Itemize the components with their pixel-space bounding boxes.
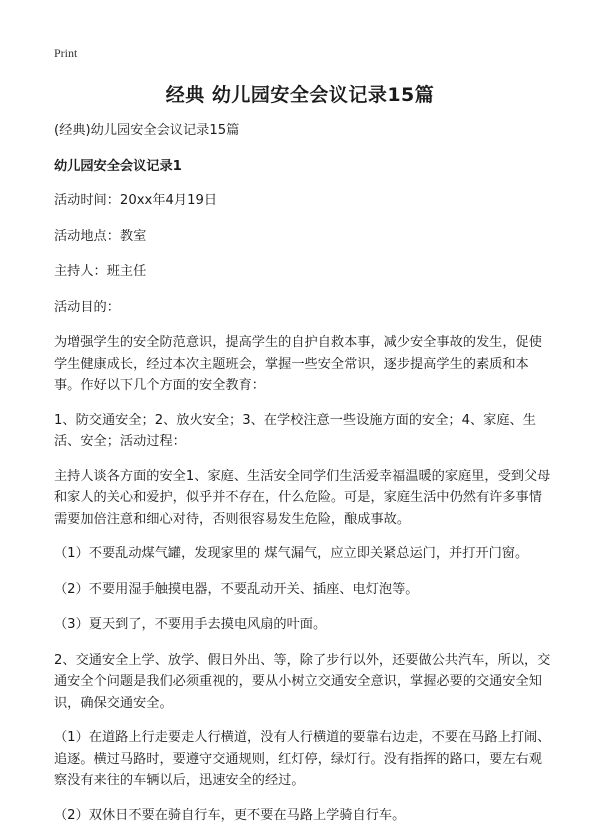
purpose-paragraph: 为增强学生的安全防范意识，提高学生的自护自救本事，减少安全事故的发生，促使学生健康成长，经过本次主题班会，掌握一些安全常识，逐步提高学生的素质和本事。作好以下几个方面的安全教育： xyxy=(54,335,542,393)
activity-time: 活动时间：20xx年4月19日 xyxy=(54,193,218,208)
section-title: 幼儿园安全会议记录1 xyxy=(54,158,182,174)
home-safety-item-2: （2）不要用湿手触摸电器，不要乱动开关、插座、电灯泡等。 xyxy=(54,581,419,597)
document-body xyxy=(54,120,554,840)
traffic-safety-paragraph: 2、交通安全上学、放学、假日外出、等，除了步行以外，还要做公共汽车，所以，交通安全个问题是我们必须重视的，要从小树立交通安全意识，掌握必要的交通安全知识，确保交通安全。 xyxy=(54,652,551,711)
host-talk-paragraph: 主持人谈各方面的安全1、家庭、生活安全同学们生活爱幸福温暖的家庭里，受到父母和家人的关心和爱护，似乎并不存在，什么危险。可是，家庭生活中仍然有许多事情需要加倍注意和细心对待，否则很容易发生危险，酿成事故。 xyxy=(54,468,551,527)
document-subtitle: (经典)幼儿园安全会议记录15篇 xyxy=(54,123,240,138)
aspects-paragraph: 1、防交通安全；2、放火安全；3、在学校注意一些设施方面的安全；4、家庭、生活、安全；活动过程： xyxy=(54,412,536,449)
activity-place: 活动地点：教室 xyxy=(54,228,147,244)
document-title: 经典 幼儿园安全会议记录15篇 xyxy=(165,84,435,106)
print-label: Print xyxy=(54,46,78,60)
purpose-label: 活动目的： xyxy=(54,299,120,315)
home-safety-item-3: （3）夏天到了，不要用手去摸电风扇的叶面。 xyxy=(54,617,327,632)
home-safety-item-1: （1）不要乱动煤气罐，发现家里的 煤气漏气，应立即关紧总运门，并打开门窗。 xyxy=(54,546,529,561)
traffic-safety-item-2: （2）双休日不要在骑自行车，更不要在马路上学骑自行车。 xyxy=(54,807,406,823)
traffic-safety-item-1: （1）在道路上行走要走人行横道，没有人行横道的要靠右边走，不要在马路上打闹、追逐。横过马路时，要遵守交通规则，红灯停，绿灯行。没有指挥的路口，要左右观察没有来往的车辆以后，迅速安全的经过。 xyxy=(54,730,551,788)
activity-host: 主持人：班主任 xyxy=(54,264,147,279)
